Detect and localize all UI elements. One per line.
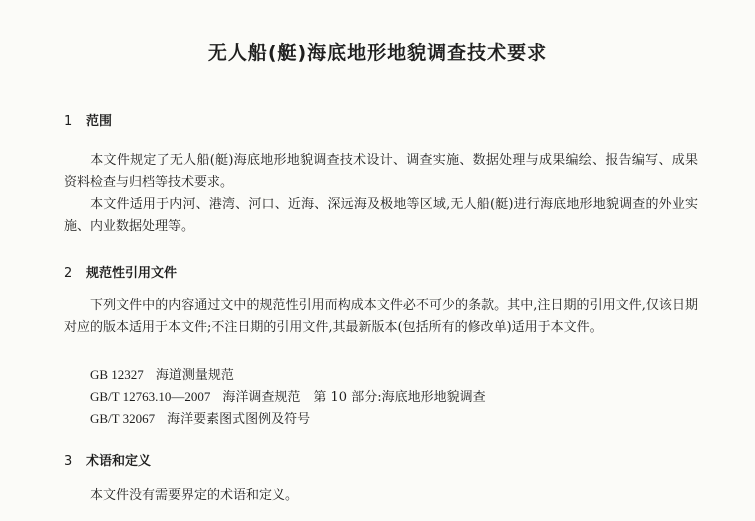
reference-code: GB 12327	[90, 367, 144, 382]
section-3-paragraph-1	[64, 485, 698, 507]
section-title: 术语和定义	[86, 454, 152, 469]
section-title: 范围	[86, 114, 113, 129]
paragraph-text: 本文件没有需要界定的术语和定义。	[90, 488, 299, 503]
section-2-paragraph-1	[64, 295, 698, 339]
reference-code: GB/T 32067	[90, 411, 156, 426]
reference-item	[90, 364, 234, 383]
section-number: 1	[64, 114, 73, 129]
paragraph-text: 下列文件中的内容通过文中的规范性引用而构成本文件必不可少的条款。其中,注日期的引用文件,仅该日期对应的版本适用于本文件;不注日期的引用文件,其最新版本(包括所有的修改单)适用于本文件。	[64, 298, 698, 335]
section-1-heading	[64, 110, 112, 129]
paragraph-text: 本文件适用于内河、港湾、河口、近海、深远海及极地等区域,无人船(艇)进行海底地形地貌调查的外业实施、内业数据处理等。	[64, 197, 698, 234]
section-1-paragraph-2	[64, 194, 698, 238]
section-number: 2	[64, 266, 73, 281]
reference-item	[90, 386, 486, 405]
section-number: 3	[64, 454, 73, 469]
section-3-heading	[64, 450, 151, 469]
reference-title: 海洋调查规范 第 10 部分:海底地形地貌调查	[222, 390, 486, 405]
paragraph-text: 本文件规定了无人船(艇)海底地形地貌调查技术设计、调查实施、数据处理与成果编绘、报告编写、成果资料检查与归档等技术要求。	[64, 153, 698, 190]
section-1-paragraph-1	[64, 150, 698, 194]
section-title: 规范性引用文件	[86, 266, 178, 281]
reference-code: GB/T 12763.10—2007	[90, 389, 211, 404]
document-title: 无人船(艇)海底地形地貌调查技术要求	[207, 42, 548, 64]
section-2-heading	[64, 262, 177, 281]
reference-title: 海道测量规范	[155, 368, 234, 383]
reference-title: 海洋要素图式图例及符号	[167, 412, 311, 427]
reference-item	[90, 408, 310, 427]
